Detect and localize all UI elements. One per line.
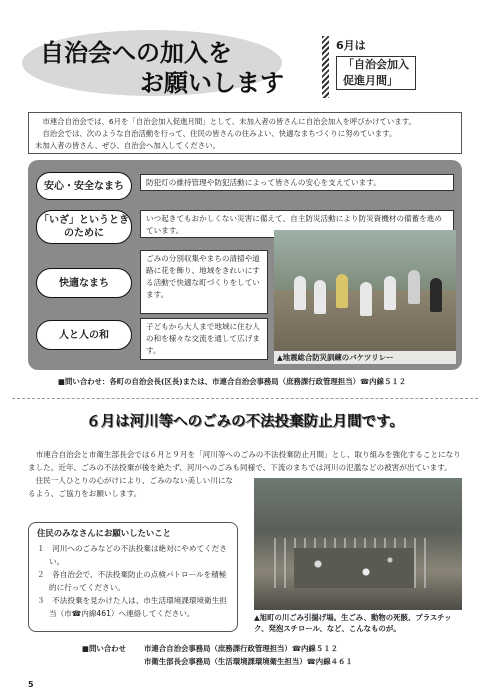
section2-paragraph-1: 市連合自治会と市衛生部長会では６月と９月を「河川等へのごみの不法投棄防止月間」とし、取り組みを強化することになりました。近年、ごみの不法投棄が後を絶たず、河川へのごみも同様で、下流のまちでは河川の氾濫などの被害が出ています。 bbox=[28, 450, 461, 472]
activity-label-comfort: 快適なまち bbox=[36, 268, 132, 298]
page-title bbox=[40, 38, 310, 98]
section2-heading: ６月は河川等へのごみの不法投棄防止月間です。 bbox=[86, 413, 404, 430]
section2-paragraph-2: 住民一人ひとりの心がけにより、ごみのない美しい川になるよう、ご協力をお願いします。 bbox=[28, 476, 234, 498]
intro-box bbox=[28, 112, 462, 154]
intro-paragraph-1: 市連合自治会では、6月を「自治会加入促進月間」として、未加入者の皆さんに自治会加入を呼びかけています。 bbox=[42, 117, 416, 126]
disaster-drill-photo bbox=[274, 230, 456, 364]
activity-label-safety: 安心・安全なまち bbox=[36, 172, 132, 200]
notice-item: ２ 各自治会で、不法投棄防止の点検パトロールを積極的に行ってください。 bbox=[37, 570, 227, 592]
intro-paragraph-2: 自治会では、次のような自治活動を行って、住民の皆さんの住みよい、快適なまちづくりに努めています。 bbox=[42, 129, 397, 138]
notice-item: １ 河川へのごみなどの不法投棄は絶対にやめてください。 bbox=[37, 544, 227, 566]
month-label: 6月は bbox=[336, 39, 366, 52]
inquiry-line-1: ■問い合わせ：各町の自治会長(区長)または、市連合自治会事務局（庶務課行政管理担当）☎内線５１２ bbox=[58, 377, 407, 386]
notice-title: 住民のみなさんにお願いしたいこと bbox=[37, 528, 171, 538]
photo-caption-drill: ▲地震総合防災訓練のバケツリレー bbox=[274, 351, 456, 364]
activity-label-harmony: 人と人の和 bbox=[36, 320, 132, 350]
hatched-bar bbox=[322, 36, 329, 98]
month-subtitle-line1: 「自治会加入 bbox=[343, 58, 409, 71]
inquiry-contact: 市連合自治会事務局（庶務課行政管理担当）☎内線５１２ bbox=[144, 644, 338, 653]
month-subtitle-line2: 促進月間」 bbox=[343, 74, 398, 87]
river-trash-photo bbox=[254, 478, 462, 610]
request-notice-box bbox=[28, 522, 238, 632]
notice-item: ３ 不法投棄を見かけた人は、市生活環境課環境衛生担当（市☎内線461）へ連絡してください。 bbox=[37, 596, 227, 618]
inquiry-contact: 市衛生部長会事務局（生活環境課環境衛生担当）☎内線４６１ bbox=[144, 657, 353, 666]
activity-desc-safety: 防犯灯の維持管理や防犯活動によって皆さんの安心を支えています。 bbox=[140, 174, 454, 191]
photo-caption-river: ▲旭町の川ごみ引揚げ場。生ごみ、動物の死骸、プラスチック、発泡スチロール、など、こんなものが。 bbox=[254, 613, 452, 633]
campaign-month-badge bbox=[322, 36, 462, 98]
activity-desc-emergency: いつ起きてもおかしくない災害に備えて、自主防災活動により防災資機材の備蓄を進めています。 bbox=[140, 210, 454, 238]
inquiry-label: ■問い合わせ bbox=[82, 644, 126, 653]
intro-paragraph-3: 未加入者の皆さん、ぜひ、自治会へ加入してください。 bbox=[35, 141, 220, 150]
title-line-2: お願いします bbox=[140, 68, 284, 97]
section-divider bbox=[12, 398, 478, 399]
activities-panel bbox=[28, 160, 462, 370]
inquiry-block-2 bbox=[82, 642, 412, 668]
title-line-1: 自治会への加入を bbox=[40, 38, 232, 67]
page-number: 5 bbox=[28, 680, 34, 689]
activity-desc-comfort: ごみの分別収集やまちの清掃や道路に花を飾り、地域をきれいにする活動で快適な町づくりをしています。 bbox=[140, 250, 268, 314]
month-subtitle bbox=[336, 56, 416, 90]
activity-label-emergency: 「いざ」というときのために bbox=[36, 210, 132, 244]
activity-desc-harmony: 子どもから大人まで地域に住む人の和を様々な交流を通して広げます。 bbox=[140, 318, 268, 360]
